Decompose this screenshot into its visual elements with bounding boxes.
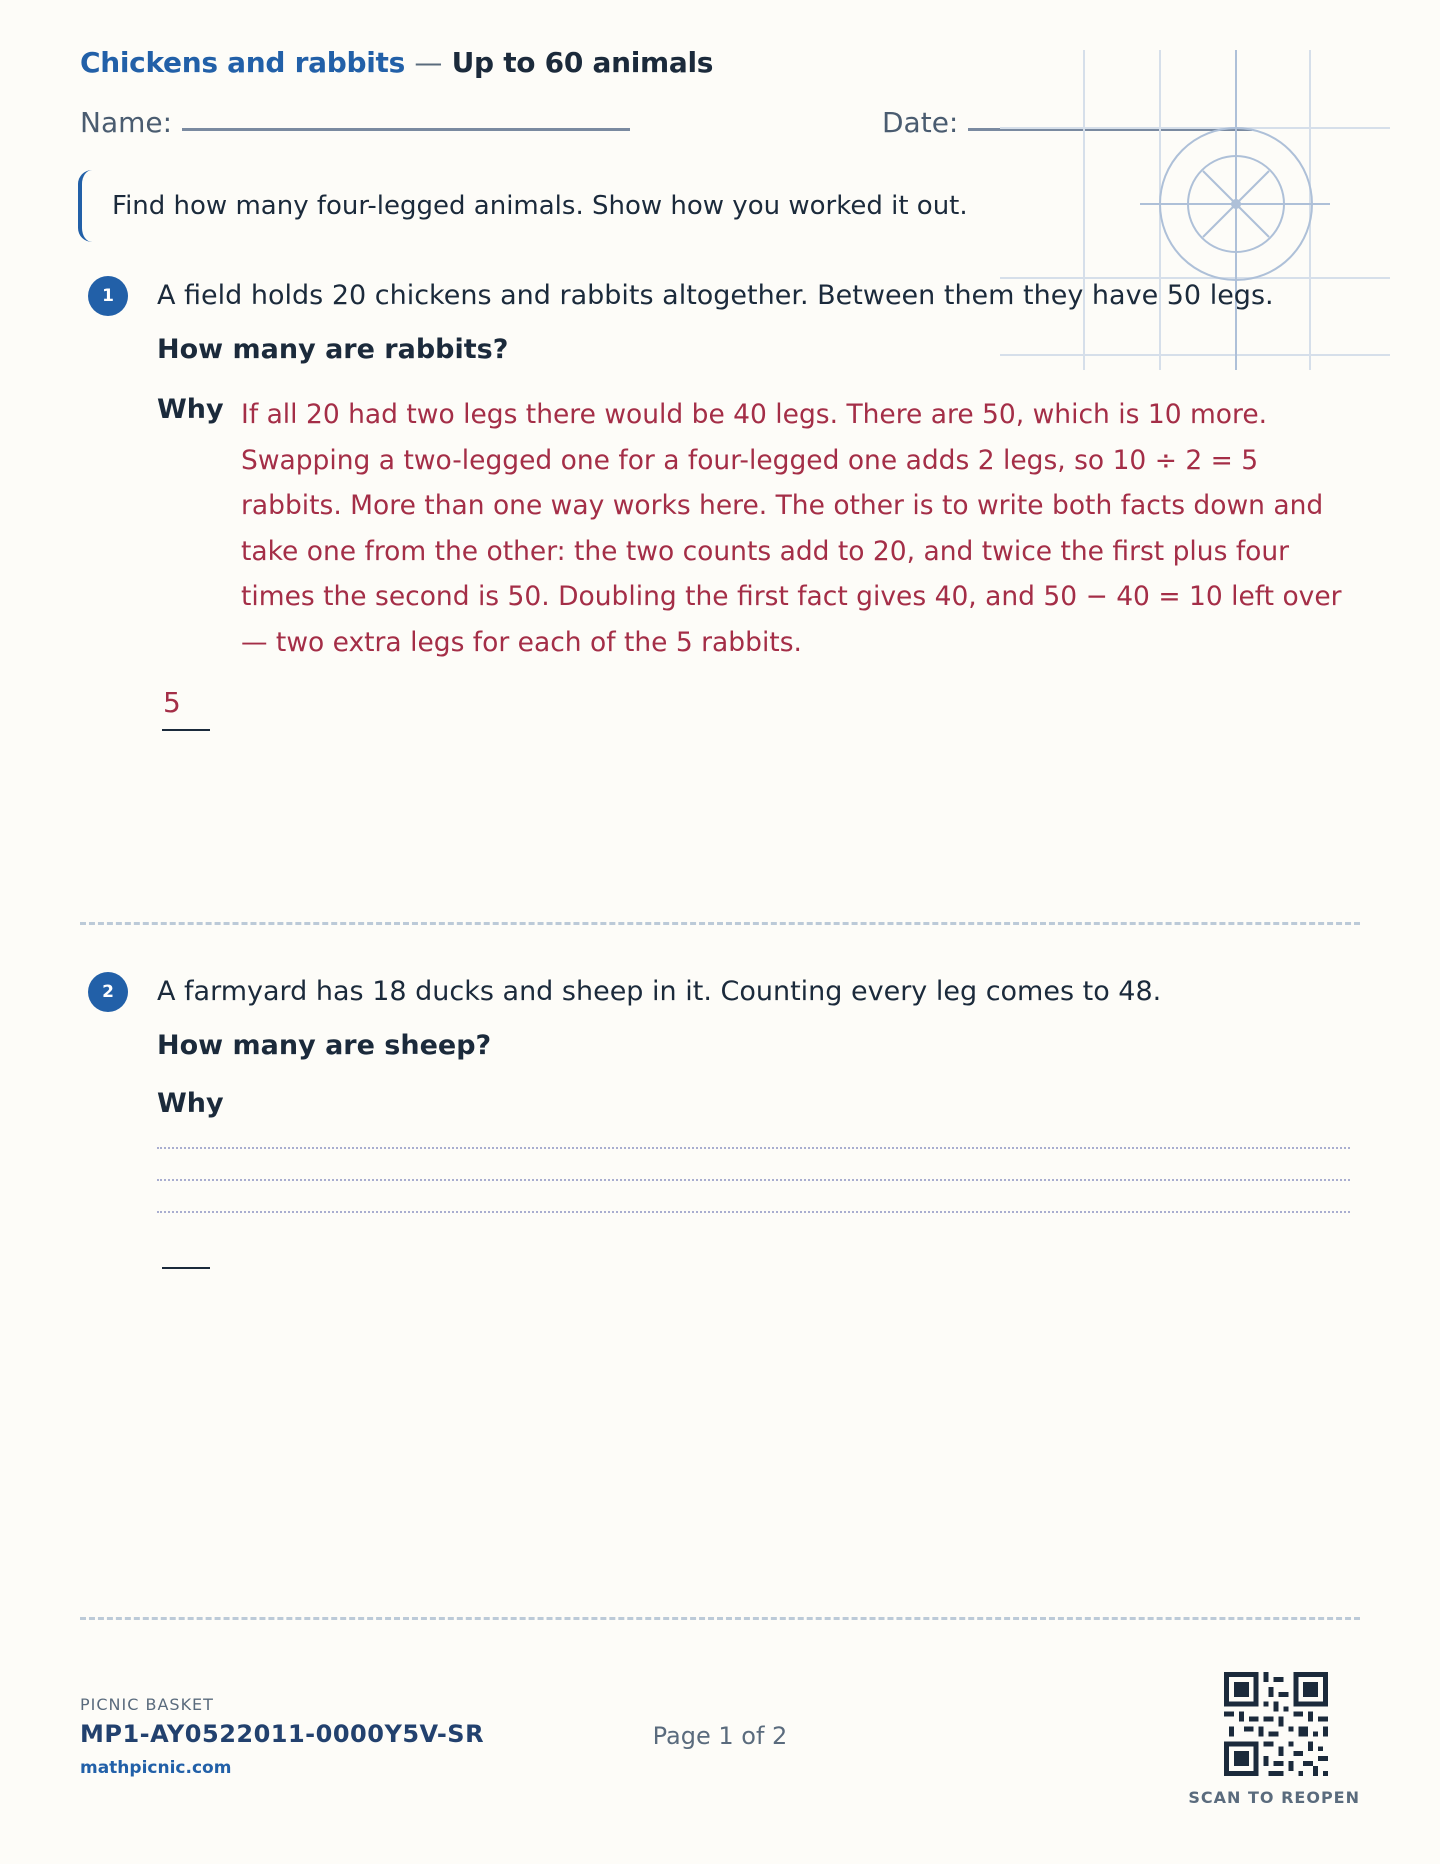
- question-ask: How many are rabbits?: [157, 334, 509, 365]
- name-input-line[interactable]: [182, 128, 630, 131]
- title-sub: Up to 60 animals: [451, 46, 714, 79]
- name-label: Name:: [80, 106, 173, 139]
- working-line[interactable]: [157, 1179, 1350, 1181]
- working-line[interactable]: [157, 1211, 1350, 1213]
- footer-code: MP1-AY0522011-0000Y5V-SR: [80, 1720, 485, 1748]
- page-title: [80, 46, 713, 79]
- title-main: Chickens and rabbits: [80, 46, 405, 79]
- question-ask: How many are sheep?: [157, 1030, 492, 1061]
- crosshair-target-icon: [1000, 50, 1400, 370]
- answer-line: [162, 729, 210, 731]
- why-explanation: If all 20 had two legs there would be 40 legs. There are 50, which is 10 more. Swapping a two-legged one for a four-legged one adds 2 legs, so 10 ÷ 2 = 5 rabbits. More than one way works here. The other is to write both facts down and take one from the other: the two counts add to 20, and twice the first plus four times the second is 50. Doubling the first fact gives 40, and 50 − 40 = 10 left over — two extra legs for each of the 5 rabbits.: [241, 399, 1342, 658]
- scan-caption: SCAN TO REOPEN: [1188, 1788, 1360, 1807]
- why-label: Why: [157, 394, 224, 425]
- answer-line[interactable]: [162, 1267, 210, 1269]
- section-divider: [80, 922, 1360, 925]
- footer-site-link[interactable]: mathpicnic.com: [80, 1758, 232, 1778]
- why-label: Why: [157, 1088, 224, 1119]
- instruction-text: Find how many four-legged animals. Show how you worked it out.: [112, 191, 968, 221]
- page-number: Page 1 of 2: [652, 1722, 788, 1750]
- question-number-badge: 2: [88, 972, 128, 1012]
- date-label: Date:: [882, 106, 959, 139]
- qr-code-icon[interactable]: [1224, 1672, 1328, 1776]
- title-dash: —: [414, 46, 443, 79]
- instruction-bracket: [78, 170, 94, 242]
- question-text: A field holds 20 chickens and rabbits altogether. Between them they have 50 legs.: [157, 280, 1274, 311]
- footer-brand: PICNIC BASKET: [80, 1695, 214, 1714]
- working-line[interactable]: [157, 1147, 1350, 1149]
- footer-divider: [80, 1617, 1360, 1620]
- question-text: A farmyard has 18 ducks and sheep in it. Counting every leg comes to 48.: [157, 976, 1162, 1007]
- answer-value[interactable]: 5: [163, 686, 181, 719]
- question-number-badge: 1: [88, 276, 128, 316]
